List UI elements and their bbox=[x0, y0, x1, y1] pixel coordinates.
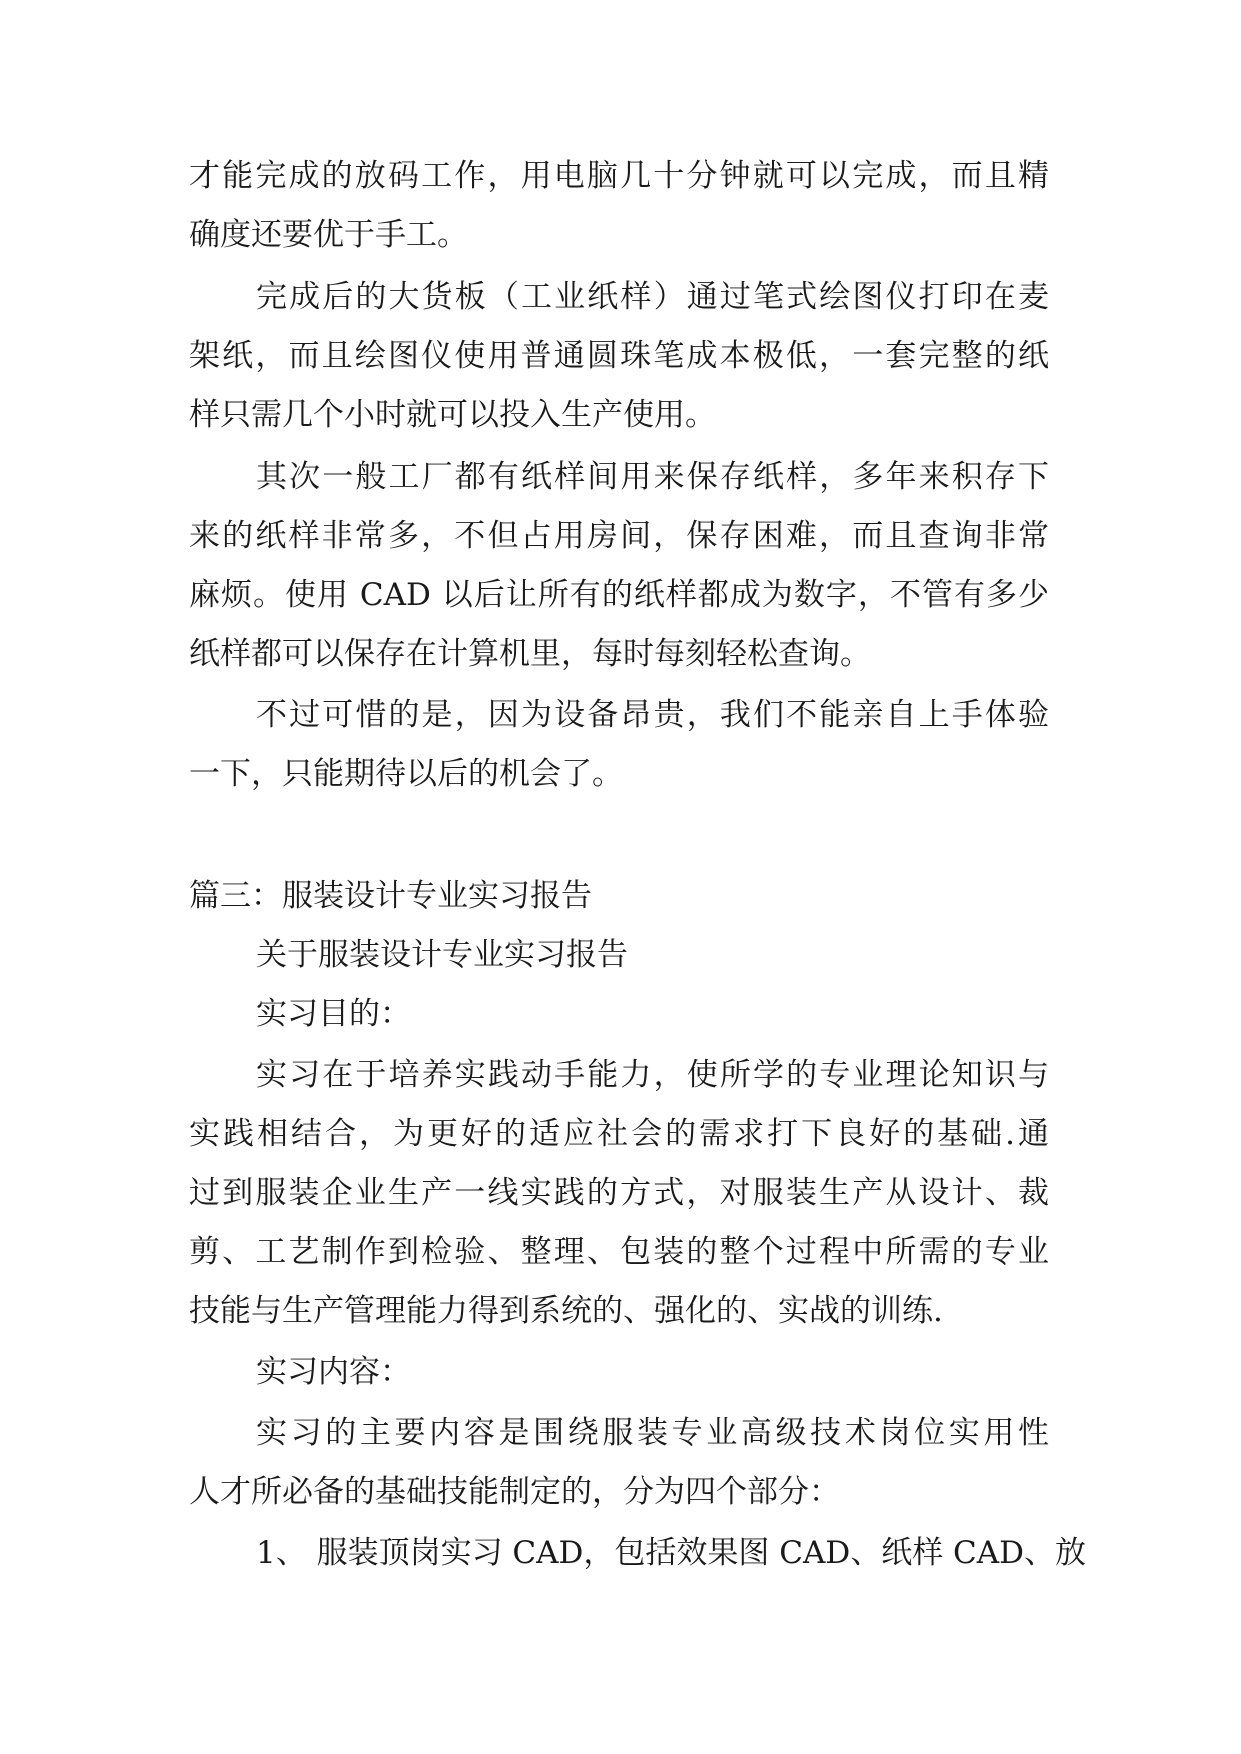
paragraph-line: 实习在于培养实践动手能力，使所学的专业理论知识与 bbox=[256, 1057, 1049, 1093]
paragraph-line: 剪、工艺制作到检验、整理、包装的整个过程中所需的专业 bbox=[189, 1234, 1049, 1270]
paragraph-line: 实习的主要内容是围绕服装专业高级技术岗位实用性 bbox=[256, 1415, 1049, 1451]
report-title: 关于服装设计专业实习报告 bbox=[256, 937, 628, 973]
paragraph-line: 技能与生产管理能力得到系统的、强化的、实战的训练. bbox=[189, 1293, 943, 1329]
paragraph-line: 才能完成的放码工作，用电脑几十分钟就可以完成，而且精 bbox=[189, 158, 1049, 194]
paragraph-line: 麻烦。使用 CAD 以后让所有的纸样都成为数字，不管有多少 bbox=[189, 577, 1049, 613]
paragraph-line: 架纸，而且绘图仪使用普通圆珠笔成本极低，一套完整的纸 bbox=[189, 338, 1049, 374]
subsection-heading: 实习目的： bbox=[256, 996, 411, 1032]
paragraph-line: 确度还要优于手工。 bbox=[189, 217, 468, 253]
paragraph-line: 其次一般工厂都有纸样间用来保存纸样，多年来积存下 bbox=[256, 459, 1049, 495]
paragraph-line: 一下，只能期待以后的机会了。 bbox=[189, 756, 623, 792]
paragraph-line: 实践相结合，为更好的适应社会的需求打下良好的基础.通 bbox=[189, 1116, 1049, 1152]
subsection-heading: 实习内容： bbox=[256, 1354, 411, 1390]
paragraph-line: 过到服装企业生产一线实践的方式，对服装生产从设计、裁 bbox=[189, 1175, 1049, 1211]
paragraph-line: 不过可惜的是，因为设备昂贵，我们不能亲自上手体验 bbox=[256, 697, 1049, 733]
paragraph-line: 来的纸样非常多，不但占用房间，保存困难，而且查询非常 bbox=[189, 518, 1049, 554]
paragraph-line: 纸样都可以保存在计算机里，每时每刻轻松查询。 bbox=[189, 636, 871, 672]
paragraph-line: 人才所必备的基础技能制定的，分为四个部分： bbox=[189, 1474, 840, 1510]
section-heading: 篇三：服装设计专业实习报告 bbox=[189, 878, 592, 914]
paragraph-line: 完成后的大货板（工业纸样）通过笔式绘图仪打印在麦 bbox=[256, 279, 1049, 315]
list-item: 1、 服装顶岗实习 CAD，包括效果图 CAD、纸样 CAD、放 bbox=[256, 1535, 1087, 1571]
paragraph-line: 样只需几个小时就可以投入生产使用。 bbox=[189, 397, 716, 433]
